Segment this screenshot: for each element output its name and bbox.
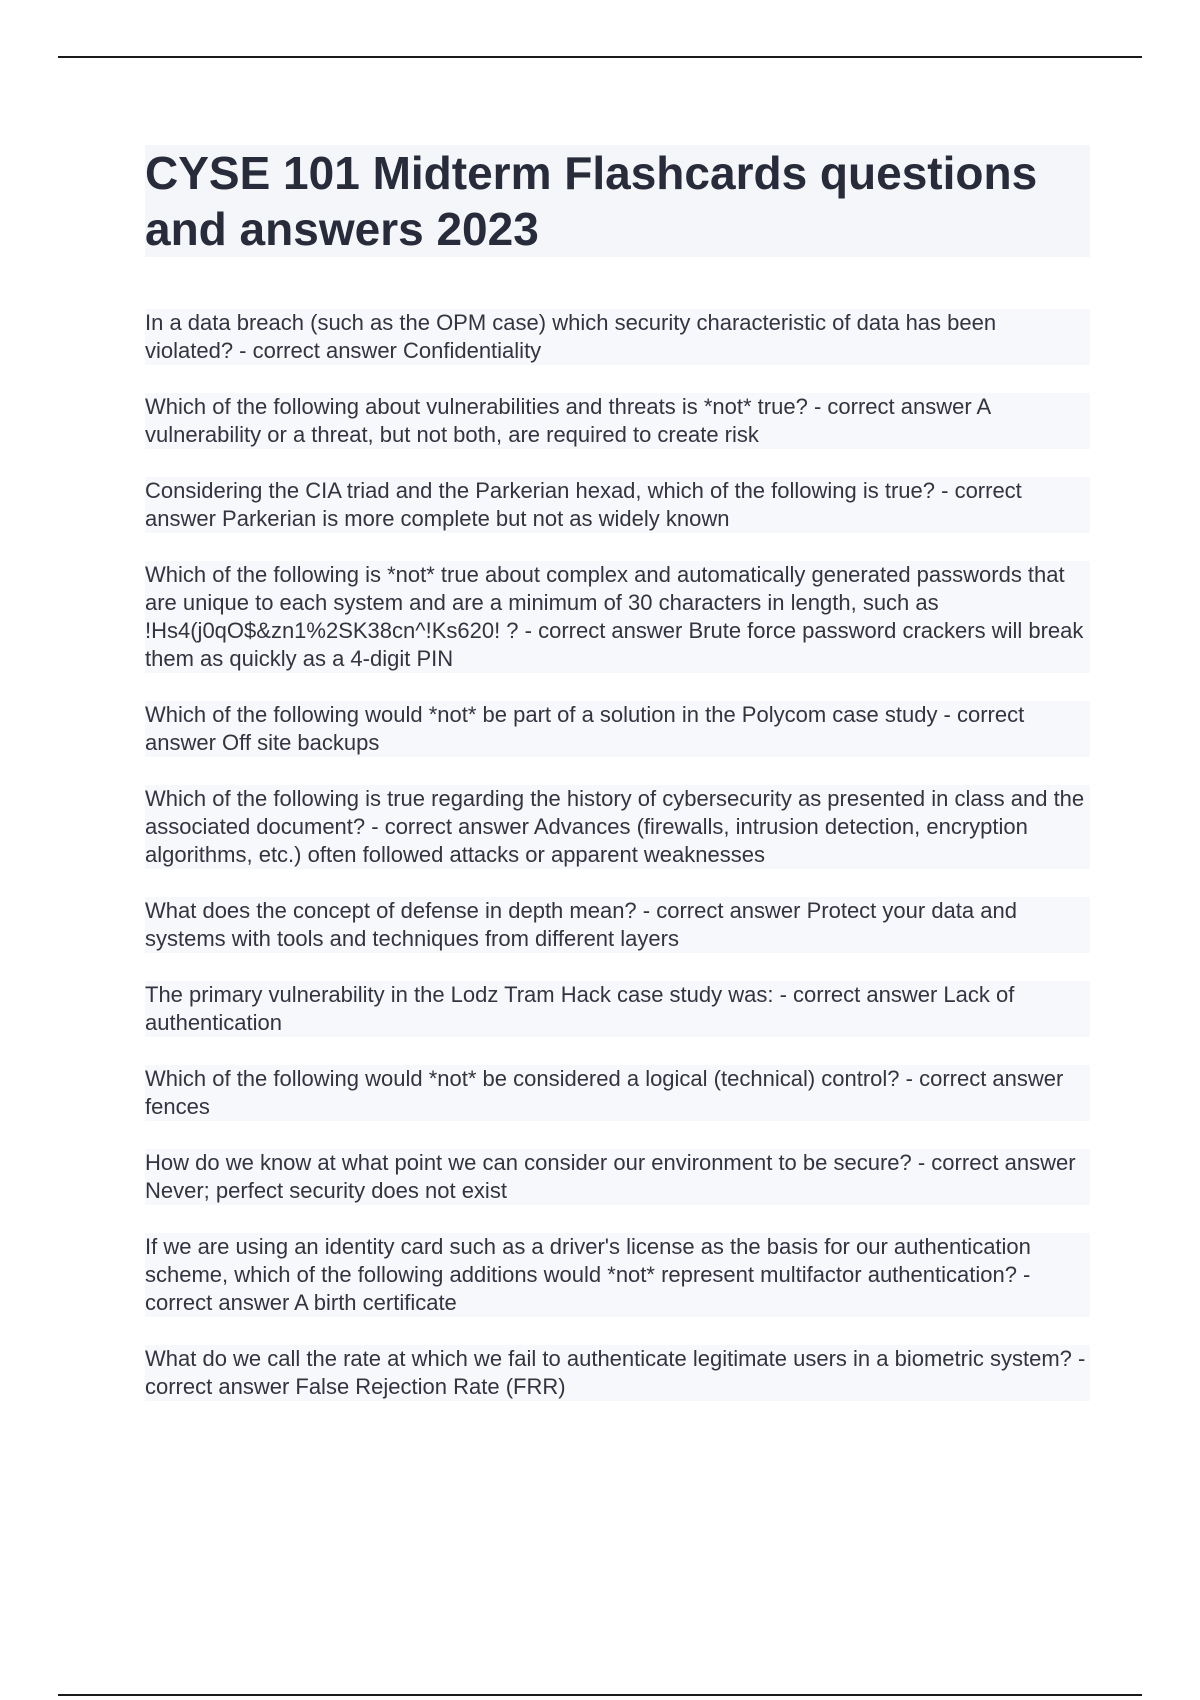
qa-item-8: The primary vulnerability in the Lodz Tram Hack case study was: - correct answer Lack of authentication [145, 981, 1090, 1037]
document-body [145, 145, 1090, 1429]
qa-list [145, 309, 1090, 1401]
footer-divider [58, 1694, 1142, 1696]
qa-item-5: Which of the following would *not* be part of a solution in the Polycom case study - correct answer Off site backups [145, 701, 1090, 757]
qa-item-7: What does the concept of defense in depth mean? - correct answer Protect your data and systems with tools and techniques from different layers [145, 897, 1090, 953]
document-title: CYSE 101 Midterm Flashcards questions and answers 2023 [145, 145, 1090, 257]
qa-item-12: What do we call the rate at which we fail to authenticate legitimate users in a biometric system? - correct answer False Rejection Rate (FRR) [145, 1345, 1090, 1401]
qa-item-3: Considering the CIA triad and the Parkerian hexad, which of the following is true? - correct answer Parkerian is more complete but not as widely known [145, 477, 1090, 533]
qa-item-11: If we are using an identity card such as a driver's license as the basis for our authentication scheme, which of the following additions would *not* represent multifactor authentication? - correct answer A birth certificate [145, 1233, 1090, 1317]
header-divider [58, 56, 1142, 58]
qa-item-4: Which of the following is *not* true about complex and automatically generated passwords that are unique to each system and are a minimum of 30 characters in length, such as !Hs4(j0qO$&zn1%2SK38cn^!Ks620! ? - correct answer Brute force password crackers will break them as quickly as a 4-digit PIN [145, 561, 1090, 673]
qa-item-6: Which of the following is true regarding the history of cybersecurity as presented in class and the associated document? - correct answer Advances (firewalls, intrusion detection, encryption algorithms, etc.) often followed attacks or apparent weaknesses [145, 785, 1090, 869]
qa-item-10: How do we know at what point we can consider our environment to be secure? - correct answer Never; perfect security does not exist [145, 1149, 1090, 1205]
qa-item-1: In a data breach (such as the OPM case) which security characteristic of data has been violated? - correct answer Confidentiality [145, 309, 1090, 365]
qa-item-2: Which of the following about vulnerabilities and threats is *not* true? - correct answer A vulnerability or a threat, but not both, are required to create risk [145, 393, 1090, 449]
qa-item-9: Which of the following would *not* be considered a logical (technical) control? - correct answer fences [145, 1065, 1090, 1121]
